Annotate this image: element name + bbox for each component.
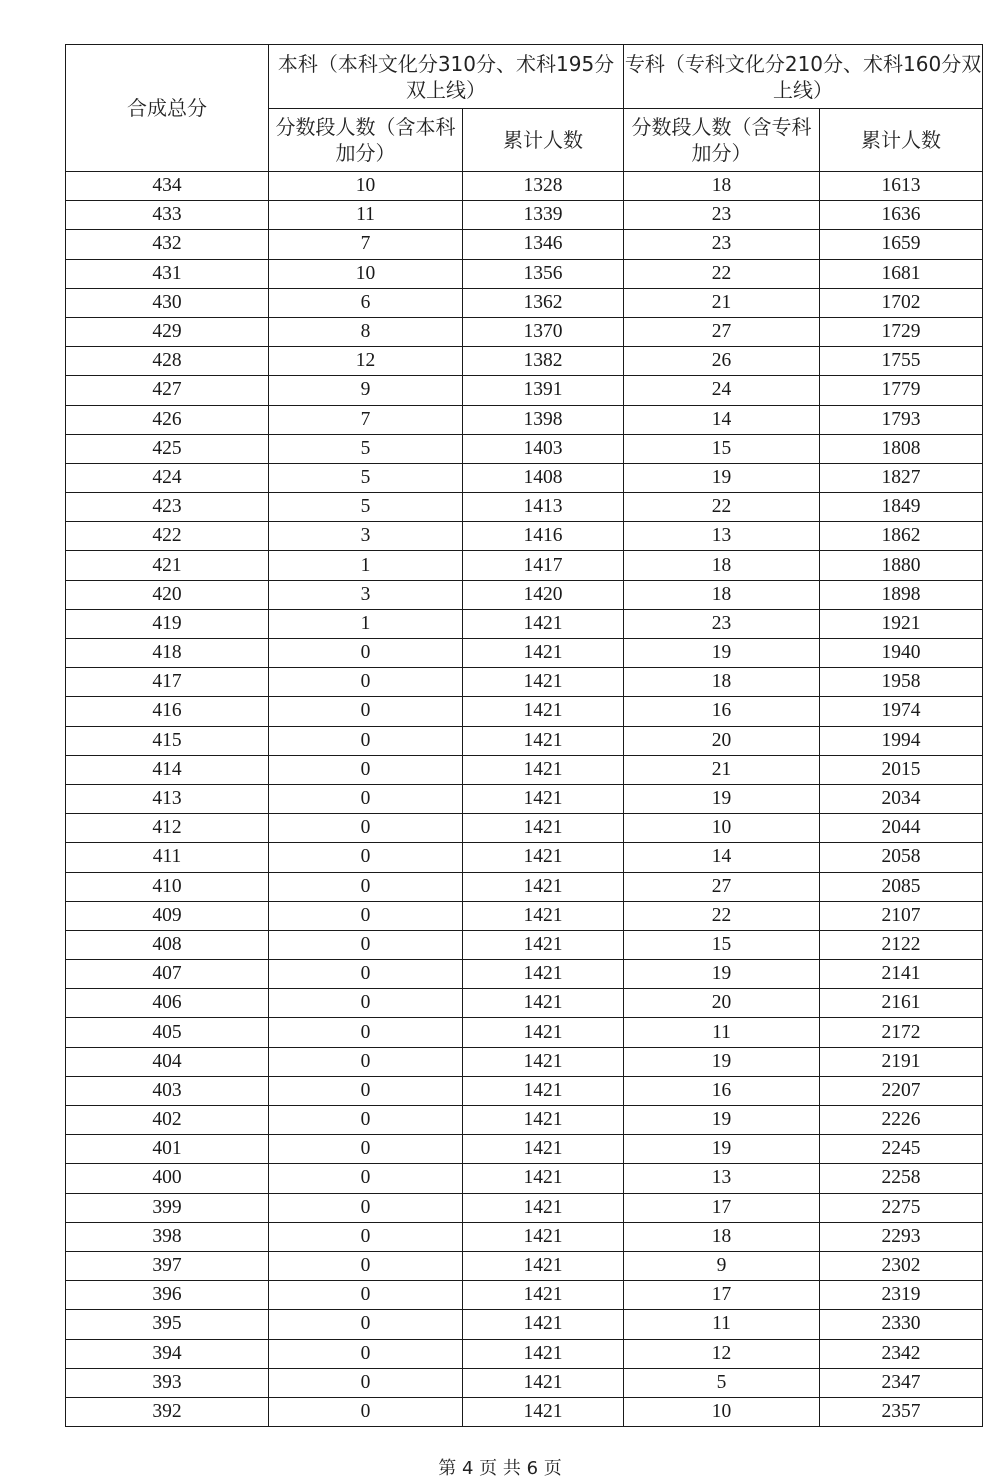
table-row bbox=[66, 1222, 983, 1251]
benke-cumulative-cell: 1421 bbox=[463, 1018, 624, 1047]
table-row bbox=[66, 639, 983, 668]
benke-cumulative-cell: 1398 bbox=[463, 405, 624, 434]
benke-segment-cell: 0 bbox=[269, 1339, 463, 1368]
zhuanke-cumulative-cell: 1940 bbox=[820, 639, 983, 668]
benke-cumulative-cell: 1421 bbox=[463, 1164, 624, 1193]
benke-cumulative-cell: 1421 bbox=[463, 668, 624, 697]
zhuanke-segment-cell: 19 bbox=[624, 639, 820, 668]
table-row bbox=[66, 697, 983, 726]
benke-segment-cell: 5 bbox=[269, 434, 463, 463]
benke-cumulative-cell: 1416 bbox=[463, 522, 624, 551]
zhuanke-segment-cell: 19 bbox=[624, 1106, 820, 1135]
benke-segment-cell: 0 bbox=[269, 726, 463, 755]
score-cell: 410 bbox=[66, 872, 269, 901]
zhuanke-cumulative-cell: 1880 bbox=[820, 551, 983, 580]
table-row bbox=[66, 230, 983, 259]
benke-cumulative-cell: 1421 bbox=[463, 784, 624, 813]
benke-cumulative-cell: 1421 bbox=[463, 1339, 624, 1368]
zhuanke-cumulative-cell: 2330 bbox=[820, 1310, 983, 1339]
benke-segment-cell: 5 bbox=[269, 493, 463, 522]
benke-cumulative-cell: 1421 bbox=[463, 609, 624, 638]
zhuanke-cumulative-cell: 2058 bbox=[820, 843, 983, 872]
benke-cumulative-cell: 1356 bbox=[463, 259, 624, 288]
zhuanke-segment-cell: 16 bbox=[624, 697, 820, 726]
header-benke-group-label: 本科（本科文化分310分、术科195分双上线） bbox=[277, 51, 615, 102]
zhuanke-segment-cell: 19 bbox=[624, 960, 820, 989]
benke-cumulative-cell: 1420 bbox=[463, 580, 624, 609]
score-cell: 400 bbox=[66, 1164, 269, 1193]
benke-segment-cell: 9 bbox=[269, 376, 463, 405]
score-cell: 424 bbox=[66, 463, 269, 492]
table-row bbox=[66, 1310, 983, 1339]
zhuanke-cumulative-cell: 1729 bbox=[820, 317, 983, 346]
zhuanke-segment-cell: 12 bbox=[624, 1339, 820, 1368]
zhuanke-cumulative-cell: 2207 bbox=[820, 1076, 983, 1105]
zhuanke-cumulative-cell: 2107 bbox=[820, 901, 983, 930]
zhuanke-segment-cell: 5 bbox=[624, 1368, 820, 1397]
benke-cumulative-cell: 1421 bbox=[463, 1281, 624, 1310]
benke-cumulative-cell: 1421 bbox=[463, 1251, 624, 1280]
zhuanke-segment-cell: 18 bbox=[624, 172, 820, 201]
score-cell: 414 bbox=[66, 755, 269, 784]
benke-segment-cell: 0 bbox=[269, 1251, 463, 1280]
zhuanke-segment-cell: 16 bbox=[624, 1076, 820, 1105]
score-cell: 432 bbox=[66, 230, 269, 259]
score-cell: 427 bbox=[66, 376, 269, 405]
zhuanke-cumulative-cell: 1849 bbox=[820, 493, 983, 522]
zhuanke-cumulative-cell: 2034 bbox=[820, 784, 983, 813]
zhuanke-segment-cell: 27 bbox=[624, 872, 820, 901]
benke-segment-cell: 10 bbox=[269, 172, 463, 201]
table-row bbox=[66, 989, 983, 1018]
benke-segment-cell: 7 bbox=[269, 230, 463, 259]
benke-cumulative-cell: 1421 bbox=[463, 1135, 624, 1164]
zhuanke-cumulative-cell: 2347 bbox=[820, 1368, 983, 1397]
table-row bbox=[66, 843, 983, 872]
table-row bbox=[66, 726, 983, 755]
zhuanke-cumulative-cell: 1779 bbox=[820, 376, 983, 405]
zhuanke-cumulative-cell: 1827 bbox=[820, 463, 983, 492]
score-cell: 407 bbox=[66, 960, 269, 989]
benke-cumulative-cell: 1421 bbox=[463, 1397, 624, 1426]
score-cell: 416 bbox=[66, 697, 269, 726]
zhuanke-cumulative-cell: 1636 bbox=[820, 201, 983, 230]
zhuanke-cumulative-cell: 1994 bbox=[820, 726, 983, 755]
benke-cumulative-cell: 1421 bbox=[463, 726, 624, 755]
benke-segment-cell: 0 bbox=[269, 814, 463, 843]
benke-segment-cell: 0 bbox=[269, 1076, 463, 1105]
benke-cumulative-cell: 1421 bbox=[463, 639, 624, 668]
score-cell: 433 bbox=[66, 201, 269, 230]
score-cell: 425 bbox=[66, 434, 269, 463]
table-row bbox=[66, 201, 983, 230]
benke-segment-cell: 0 bbox=[269, 989, 463, 1018]
score-cell: 404 bbox=[66, 1047, 269, 1076]
score-cell: 413 bbox=[66, 784, 269, 813]
zhuanke-segment-cell: 15 bbox=[624, 930, 820, 959]
benke-segment-cell: 0 bbox=[269, 1281, 463, 1310]
zhuanke-segment-cell: 23 bbox=[624, 230, 820, 259]
benke-segment-cell: 0 bbox=[269, 1397, 463, 1426]
benke-cumulative-cell: 1421 bbox=[463, 1106, 624, 1135]
score-cell: 428 bbox=[66, 347, 269, 376]
table-row bbox=[66, 493, 983, 522]
benke-segment-cell: 8 bbox=[269, 317, 463, 346]
table-row bbox=[66, 1076, 983, 1105]
zhuanke-segment-cell: 19 bbox=[624, 1135, 820, 1164]
zhuanke-cumulative-cell: 1702 bbox=[820, 288, 983, 317]
score-cell: 403 bbox=[66, 1076, 269, 1105]
table-row bbox=[66, 1368, 983, 1397]
zhuanke-segment-cell: 18 bbox=[624, 668, 820, 697]
header-zhuanke-segment: 分数段人数（含专科加分） bbox=[624, 109, 820, 172]
zhuanke-segment-cell: 21 bbox=[624, 288, 820, 317]
score-cell: 415 bbox=[66, 726, 269, 755]
table-row bbox=[66, 668, 983, 697]
score-cell: 411 bbox=[66, 843, 269, 872]
table-row bbox=[66, 609, 983, 638]
benke-cumulative-cell: 1421 bbox=[463, 901, 624, 930]
header-benke-group bbox=[269, 45, 624, 109]
zhuanke-cumulative-cell: 2302 bbox=[820, 1251, 983, 1280]
table-row bbox=[66, 1339, 983, 1368]
zhuanke-cumulative-cell: 1613 bbox=[820, 172, 983, 201]
zhuanke-cumulative-cell: 1659 bbox=[820, 230, 983, 259]
table-row bbox=[66, 347, 983, 376]
table-row bbox=[66, 317, 983, 346]
table-row bbox=[66, 901, 983, 930]
benke-cumulative-cell: 1421 bbox=[463, 843, 624, 872]
zhuanke-segment-cell: 22 bbox=[624, 901, 820, 930]
score-cell: 406 bbox=[66, 989, 269, 1018]
table-row bbox=[66, 522, 983, 551]
table-row bbox=[66, 288, 983, 317]
zhuanke-segment-cell: 10 bbox=[624, 814, 820, 843]
header-zhuanke-group-label: 专科（专科文化分210分、术科160分双上线） bbox=[624, 51, 982, 102]
benke-segment-cell: 0 bbox=[269, 1106, 463, 1135]
benke-segment-cell: 0 bbox=[269, 1368, 463, 1397]
score-cell: 397 bbox=[66, 1251, 269, 1280]
benke-cumulative-cell: 1421 bbox=[463, 1193, 624, 1222]
zhuanke-cumulative-cell: 1681 bbox=[820, 259, 983, 288]
table-row bbox=[66, 1164, 983, 1193]
table-row bbox=[66, 784, 983, 813]
benke-segment-cell: 0 bbox=[269, 930, 463, 959]
zhuanke-segment-cell: 23 bbox=[624, 609, 820, 638]
benke-cumulative-cell: 1346 bbox=[463, 230, 624, 259]
benke-segment-cell: 0 bbox=[269, 1310, 463, 1339]
benke-cumulative-cell: 1413 bbox=[463, 493, 624, 522]
table-row bbox=[66, 1193, 983, 1222]
score-cell: 398 bbox=[66, 1222, 269, 1251]
score-cell: 423 bbox=[66, 493, 269, 522]
zhuanke-segment-cell: 22 bbox=[624, 493, 820, 522]
header-total-score: 合成总分 bbox=[66, 45, 269, 172]
table-row bbox=[66, 814, 983, 843]
zhuanke-segment-cell: 24 bbox=[624, 376, 820, 405]
benke-segment-cell: 0 bbox=[269, 697, 463, 726]
table-row bbox=[66, 580, 983, 609]
zhuanke-segment-cell: 11 bbox=[624, 1018, 820, 1047]
benke-cumulative-cell: 1421 bbox=[463, 1368, 624, 1397]
zhuanke-segment-cell: 11 bbox=[624, 1310, 820, 1339]
table-row bbox=[66, 755, 983, 784]
zhuanke-segment-cell: 26 bbox=[624, 347, 820, 376]
benke-cumulative-cell: 1421 bbox=[463, 930, 624, 959]
benke-cumulative-cell: 1391 bbox=[463, 376, 624, 405]
zhuanke-segment-cell: 17 bbox=[624, 1281, 820, 1310]
score-cell: 394 bbox=[66, 1339, 269, 1368]
benke-segment-cell: 0 bbox=[269, 1164, 463, 1193]
score-cell: 395 bbox=[66, 1310, 269, 1339]
zhuanke-cumulative-cell: 2245 bbox=[820, 1135, 983, 1164]
benke-cumulative-cell: 1339 bbox=[463, 201, 624, 230]
zhuanke-cumulative-cell: 2342 bbox=[820, 1339, 983, 1368]
zhuanke-segment-cell: 17 bbox=[624, 1193, 820, 1222]
zhuanke-segment-cell: 18 bbox=[624, 580, 820, 609]
benke-segment-cell: 1 bbox=[269, 609, 463, 638]
zhuanke-cumulative-cell: 1862 bbox=[820, 522, 983, 551]
benke-segment-cell: 0 bbox=[269, 1047, 463, 1076]
zhuanke-cumulative-cell: 1808 bbox=[820, 434, 983, 463]
table-row bbox=[66, 1397, 983, 1426]
benke-segment-cell: 0 bbox=[269, 872, 463, 901]
score-cell: 430 bbox=[66, 288, 269, 317]
table-row bbox=[66, 172, 983, 201]
benke-segment-cell: 7 bbox=[269, 405, 463, 434]
benke-cumulative-cell: 1421 bbox=[463, 960, 624, 989]
zhuanke-segment-cell: 18 bbox=[624, 1222, 820, 1251]
zhuanke-cumulative-cell: 2161 bbox=[820, 989, 983, 1018]
table-row bbox=[66, 1047, 983, 1076]
score-cell: 431 bbox=[66, 259, 269, 288]
zhuanke-segment-cell: 21 bbox=[624, 755, 820, 784]
zhuanke-segment-cell: 13 bbox=[624, 1164, 820, 1193]
score-cell: 399 bbox=[66, 1193, 269, 1222]
zhuanke-cumulative-cell: 2293 bbox=[820, 1222, 983, 1251]
zhuanke-cumulative-cell: 2085 bbox=[820, 872, 983, 901]
zhuanke-cumulative-cell: 2191 bbox=[820, 1047, 983, 1076]
table-row bbox=[66, 434, 983, 463]
score-cell: 409 bbox=[66, 901, 269, 930]
zhuanke-cumulative-cell: 2258 bbox=[820, 1164, 983, 1193]
header-benke-segment: 分数段人数（含本科加分） bbox=[269, 109, 463, 172]
zhuanke-segment-cell: 9 bbox=[624, 1251, 820, 1280]
score-cell: 422 bbox=[66, 522, 269, 551]
table-row bbox=[66, 1135, 983, 1164]
score-cell: 412 bbox=[66, 814, 269, 843]
table-row bbox=[66, 551, 983, 580]
zhuanke-cumulative-cell: 1793 bbox=[820, 405, 983, 434]
zhuanke-cumulative-cell: 2357 bbox=[820, 1397, 983, 1426]
score-cell: 396 bbox=[66, 1281, 269, 1310]
table-row bbox=[66, 1251, 983, 1280]
header-benke-cumulative: 累计人数 bbox=[463, 109, 624, 172]
table-row bbox=[66, 872, 983, 901]
zhuanke-segment-cell: 19 bbox=[624, 463, 820, 492]
zhuanke-cumulative-cell: 1755 bbox=[820, 347, 983, 376]
zhuanke-cumulative-cell: 2275 bbox=[820, 1193, 983, 1222]
zhuanke-cumulative-cell: 2122 bbox=[820, 930, 983, 959]
zhuanke-segment-cell: 13 bbox=[624, 522, 820, 551]
score-cell: 393 bbox=[66, 1368, 269, 1397]
score-cell: 421 bbox=[66, 551, 269, 580]
score-cell: 429 bbox=[66, 317, 269, 346]
benke-cumulative-cell: 1421 bbox=[463, 989, 624, 1018]
zhuanke-cumulative-cell: 2226 bbox=[820, 1106, 983, 1135]
score-cell: 402 bbox=[66, 1106, 269, 1135]
zhuanke-segment-cell: 15 bbox=[624, 434, 820, 463]
score-cell: 417 bbox=[66, 668, 269, 697]
benke-segment-cell: 0 bbox=[269, 1135, 463, 1164]
zhuanke-cumulative-cell: 2172 bbox=[820, 1018, 983, 1047]
benke-cumulative-cell: 1408 bbox=[463, 463, 624, 492]
score-distribution-table bbox=[65, 44, 983, 1427]
benke-cumulative-cell: 1362 bbox=[463, 288, 624, 317]
zhuanke-cumulative-cell: 1898 bbox=[820, 580, 983, 609]
table-row bbox=[66, 1018, 983, 1047]
zhuanke-cumulative-cell: 2044 bbox=[820, 814, 983, 843]
table-row bbox=[66, 376, 983, 405]
benke-cumulative-cell: 1328 bbox=[463, 172, 624, 201]
score-cell: 434 bbox=[66, 172, 269, 201]
benke-segment-cell: 11 bbox=[269, 201, 463, 230]
benke-cumulative-cell: 1421 bbox=[463, 1222, 624, 1251]
benke-cumulative-cell: 1421 bbox=[463, 1047, 624, 1076]
page-number: 第 4 页 共 6 页 bbox=[438, 1458, 562, 1479]
benke-cumulative-cell: 1421 bbox=[463, 755, 624, 784]
table-row bbox=[66, 259, 983, 288]
zhuanke-cumulative-cell: 1974 bbox=[820, 697, 983, 726]
benke-segment-cell: 12 bbox=[269, 347, 463, 376]
zhuanke-cumulative-cell: 1921 bbox=[820, 609, 983, 638]
benke-segment-cell: 0 bbox=[269, 668, 463, 697]
zhuanke-cumulative-cell: 2015 bbox=[820, 755, 983, 784]
table-body bbox=[66, 172, 983, 1427]
zhuanke-segment-cell: 14 bbox=[624, 843, 820, 872]
table-row bbox=[66, 960, 983, 989]
table-row bbox=[66, 405, 983, 434]
benke-segment-cell: 0 bbox=[269, 843, 463, 872]
score-cell: 420 bbox=[66, 580, 269, 609]
benke-cumulative-cell: 1421 bbox=[463, 1310, 624, 1339]
benke-segment-cell: 0 bbox=[269, 1222, 463, 1251]
header-zhuanke-group bbox=[624, 45, 983, 109]
table-row bbox=[66, 1281, 983, 1310]
benke-segment-cell: 0 bbox=[269, 1193, 463, 1222]
score-cell: 405 bbox=[66, 1018, 269, 1047]
zhuanke-segment-cell: 10 bbox=[624, 1397, 820, 1426]
table-row bbox=[66, 930, 983, 959]
benke-segment-cell: 0 bbox=[269, 639, 463, 668]
benke-cumulative-cell: 1421 bbox=[463, 814, 624, 843]
benke-cumulative-cell: 1421 bbox=[463, 872, 624, 901]
zhuanke-cumulative-cell: 2141 bbox=[820, 960, 983, 989]
benke-segment-cell: 6 bbox=[269, 288, 463, 317]
score-cell: 419 bbox=[66, 609, 269, 638]
benke-segment-cell: 0 bbox=[269, 1018, 463, 1047]
table-row bbox=[66, 463, 983, 492]
table-header bbox=[66, 45, 983, 172]
benke-cumulative-cell: 1382 bbox=[463, 347, 624, 376]
benke-segment-cell: 0 bbox=[269, 755, 463, 784]
zhuanke-cumulative-cell: 2319 bbox=[820, 1281, 983, 1310]
benke-segment-cell: 0 bbox=[269, 901, 463, 930]
zhuanke-segment-cell: 19 bbox=[624, 1047, 820, 1076]
score-cell: 408 bbox=[66, 930, 269, 959]
zhuanke-segment-cell: 19 bbox=[624, 784, 820, 813]
table-row bbox=[66, 1106, 983, 1135]
benke-cumulative-cell: 1370 bbox=[463, 317, 624, 346]
zhuanke-segment-cell: 27 bbox=[624, 317, 820, 346]
zhuanke-segment-cell: 14 bbox=[624, 405, 820, 434]
zhuanke-cumulative-cell: 1958 bbox=[820, 668, 983, 697]
score-cell: 392 bbox=[66, 1397, 269, 1426]
score-cell: 426 bbox=[66, 405, 269, 434]
benke-cumulative-cell: 1421 bbox=[463, 1076, 624, 1105]
zhuanke-segment-cell: 18 bbox=[624, 551, 820, 580]
benke-segment-cell: 5 bbox=[269, 463, 463, 492]
benke-cumulative-cell: 1421 bbox=[463, 697, 624, 726]
zhuanke-segment-cell: 23 bbox=[624, 201, 820, 230]
benke-segment-cell: 0 bbox=[269, 784, 463, 813]
benke-segment-cell: 3 bbox=[269, 522, 463, 551]
zhuanke-segment-cell: 22 bbox=[624, 259, 820, 288]
benke-cumulative-cell: 1403 bbox=[463, 434, 624, 463]
benke-segment-cell: 3 bbox=[269, 580, 463, 609]
score-cell: 401 bbox=[66, 1135, 269, 1164]
zhuanke-segment-cell: 20 bbox=[624, 726, 820, 755]
score-cell: 418 bbox=[66, 639, 269, 668]
benke-segment-cell: 1 bbox=[269, 551, 463, 580]
header-zhuanke-cumulative: 累计人数 bbox=[820, 109, 983, 172]
benke-segment-cell: 10 bbox=[269, 259, 463, 288]
benke-segment-cell: 0 bbox=[269, 960, 463, 989]
zhuanke-segment-cell: 20 bbox=[624, 989, 820, 1018]
benke-cumulative-cell: 1417 bbox=[463, 551, 624, 580]
